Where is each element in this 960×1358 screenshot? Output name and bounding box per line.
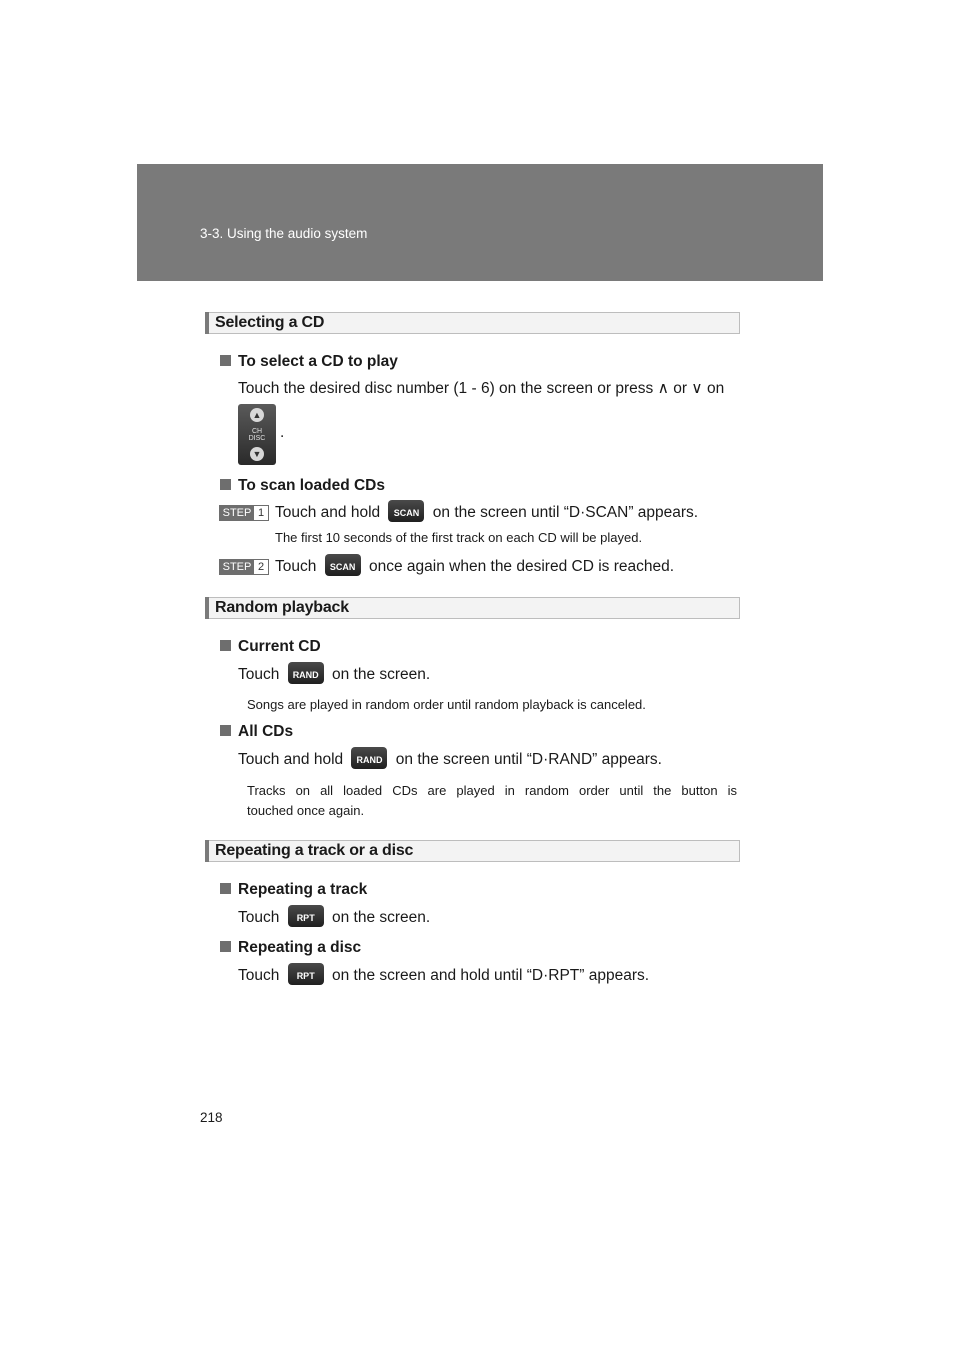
bullet-square-icon: [220, 883, 231, 894]
step-1-text: Touch and hold SCAN on the screen until “D·SCAN” appears.: [275, 502, 698, 524]
rpt-button-icon: RPT: [288, 963, 324, 985]
rand-button-icon: RAND: [288, 662, 324, 684]
subhead-scan-cds: To scan loaded CDs: [220, 477, 385, 495]
section-bar-repeat: [205, 840, 740, 862]
section-bar-selecting: [205, 312, 740, 334]
subhead-select-cd: To select a CD to play: [220, 353, 398, 371]
select-period: .: [280, 424, 285, 441]
step-1-badge: STEP 1: [219, 505, 269, 521]
step-2-text: Touch SCAN once again when the desired CD is reached.: [275, 556, 674, 578]
scan-button-icon: SCAN: [388, 500, 424, 522]
ch-disc-button-icon: ▲ CH DISC ▼: [238, 404, 276, 465]
section-header: 3-3. Using the audio system: [200, 226, 368, 241]
bullet-square-icon: [220, 640, 231, 651]
scan-button-icon: SCAN: [325, 554, 361, 576]
bullet-square-icon: [220, 355, 231, 366]
step-1-note: The first 10 seconds of the first track on each CD will be played.: [275, 530, 643, 545]
bullet-square-icon: [220, 725, 231, 736]
section-marker: [205, 312, 209, 334]
current-cd-instruction: Touch RAND on the screen.: [238, 664, 430, 686]
section-bar-random: [205, 597, 740, 619]
bullet-square-icon: [220, 941, 231, 952]
step-2-badge: STEP 2: [219, 559, 269, 575]
page-number: 218: [200, 1110, 223, 1125]
subhead-current-cd: Current CD: [220, 638, 321, 656]
section-title: Random playback: [215, 599, 349, 616]
subhead-repeat-disc: Repeating a disc: [220, 939, 361, 957]
section-marker: [205, 597, 209, 619]
bullet-square-icon: [220, 479, 231, 490]
section-title: Selecting a CD: [215, 314, 325, 331]
current-cd-note: Songs are played in random order until random playback is canceled.: [247, 697, 646, 712]
rpt-button-icon: RPT: [288, 905, 324, 927]
subhead-all-cds: All CDs: [220, 723, 293, 741]
select-instruction: Touch the desired disc number (1 - 6) on the screen or press ∧ or ∨ on: [238, 380, 725, 397]
section-title: Repeating a track or a disc: [215, 842, 414, 859]
chevron-down-icon: ▼: [250, 447, 264, 461]
rand-button-icon: RAND: [351, 747, 387, 769]
subhead-repeat-track: Repeating a track: [220, 881, 367, 899]
chevron-up-icon: ▲: [250, 408, 264, 422]
repeat-disc-instruction: Touch RPT on the screen and hold until “D·RPT” appears.: [238, 965, 649, 987]
all-cds-note-line-2: touched once again.: [247, 803, 365, 818]
all-cds-instruction: Touch and hold RAND on the screen until “D·RAND” appears.: [238, 749, 662, 771]
repeat-track-instruction: Touch RPT on the screen.: [238, 907, 430, 929]
header-band: [137, 164, 823, 281]
all-cds-note-line-1: Tracks on all loaded CDs are played in random order until the button is: [247, 783, 737, 798]
section-marker: [205, 840, 209, 862]
